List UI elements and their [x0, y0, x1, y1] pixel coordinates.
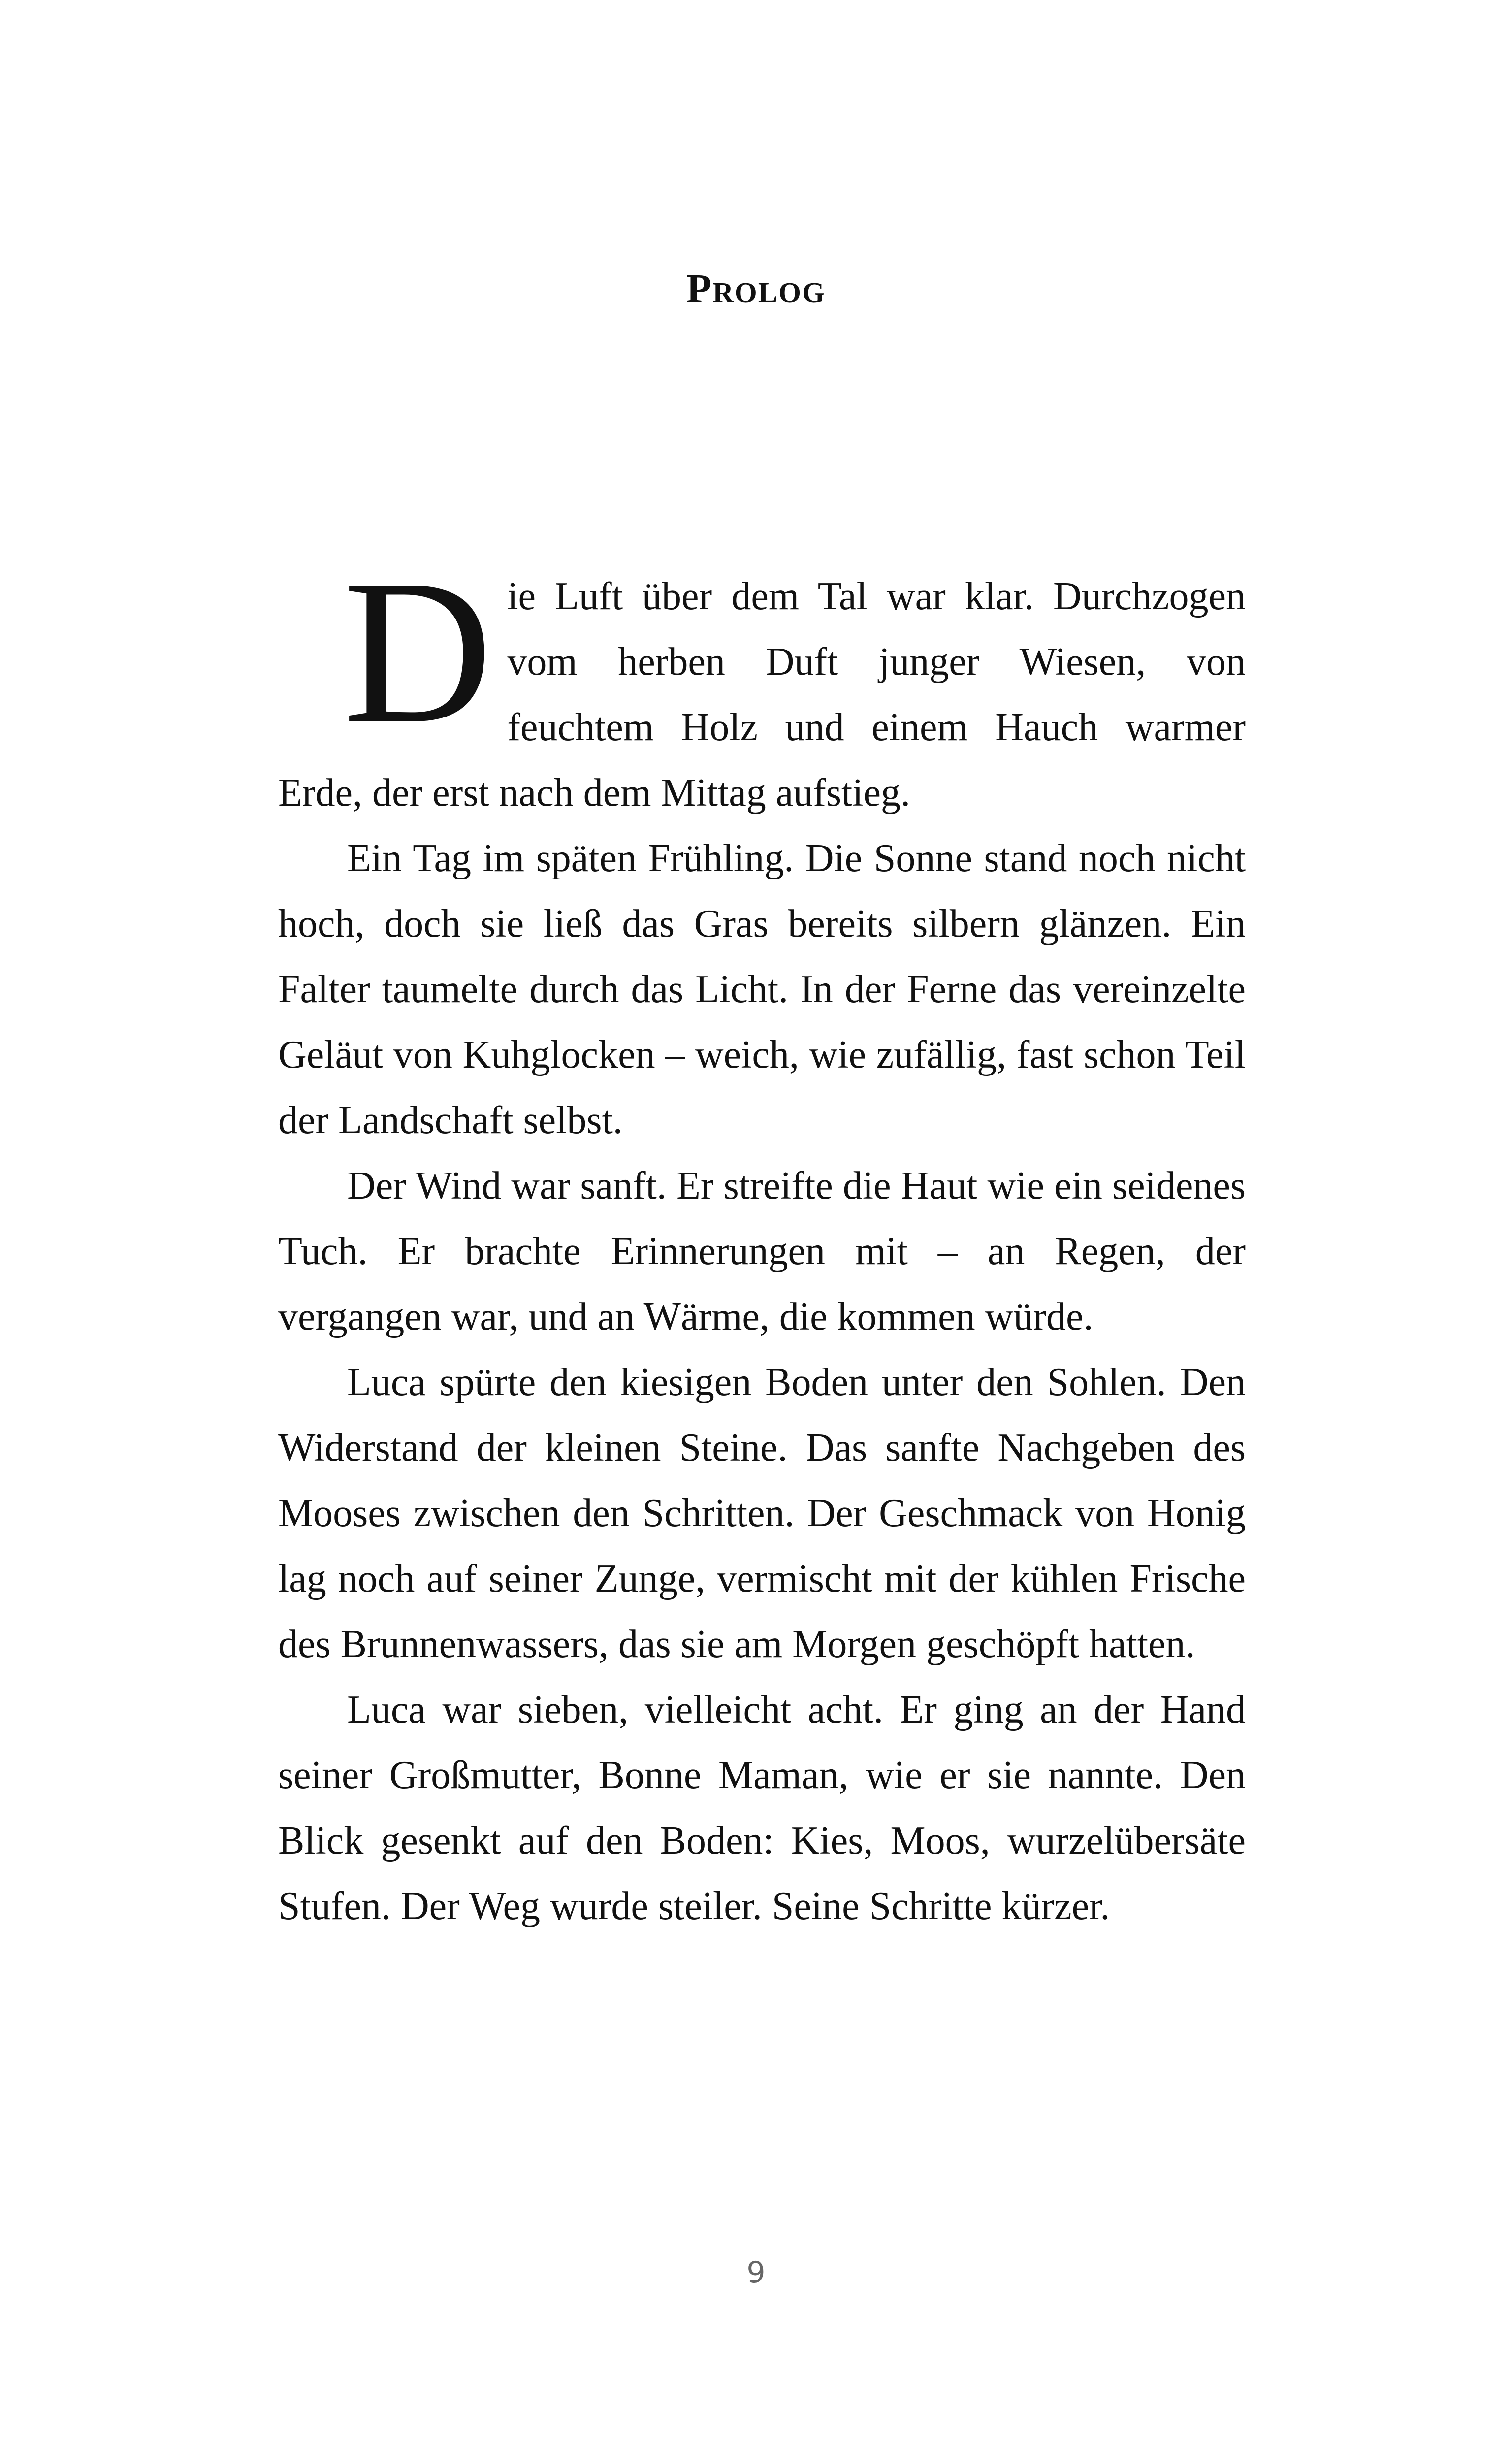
paragraph-1 [278, 537, 1246, 826]
body-text [278, 537, 1246, 1939]
drop-cap: D [343, 537, 493, 766]
paragraph-1-text: ie Luft über dem Tal war klar. Durchzogen vom herben Duft junger Wiesen, von feuchtem Holz und einem Hauch warmer Erde, der erst nach dem Mittag aufstieg. [278, 575, 1246, 814]
paragraph-5: Luca war sieben, vielleicht acht. Er ging an der Hand seiner Großmutter, Bonne Maman, wie er sie nannte. Den Blick gesenkt auf den Boden: Kies, Moos, wurzelübersäte Stufen. Der Weg wurde steiler. Seine Schritte kürzer. [278, 1688, 1246, 1928]
paragraph-3: Der Wind war sanft. Er streifte die Haut wie ein seidenes Tuch. Er brachte Erinnerungen mit – an Regen, der vergangen war, und an Wärme, die kommen würde. [278, 1164, 1246, 1338]
page-number: 9 [746, 2255, 766, 2290]
chapter-title: Prolog [686, 266, 826, 312]
paragraph-2: Ein Tag im späten Frühling. Die Sonne stand noch nicht hoch, doch sie ließ das Gras bereits silbern glänzen. Ein Falter taumelte durch das Licht. In der Ferne das vereinzelte Geläut von Kuhglocken – weich, wie zufällig, fast schon Teil der Landschaft selbst. [278, 837, 1246, 1142]
paragraph-4: Luca spürte den kiesigen Boden unter den Sohlen. Den Widerstand der kleinen Steine. Das sanfte Nachgeben des Mooses zwischen den Schritten. Der Geschmack von Honig lag noch auf seiner Zunge, vermischt mit der kühlen Frische des Brunnenwassers, das sie am Morgen geschöpft hatten. [278, 1361, 1246, 1666]
